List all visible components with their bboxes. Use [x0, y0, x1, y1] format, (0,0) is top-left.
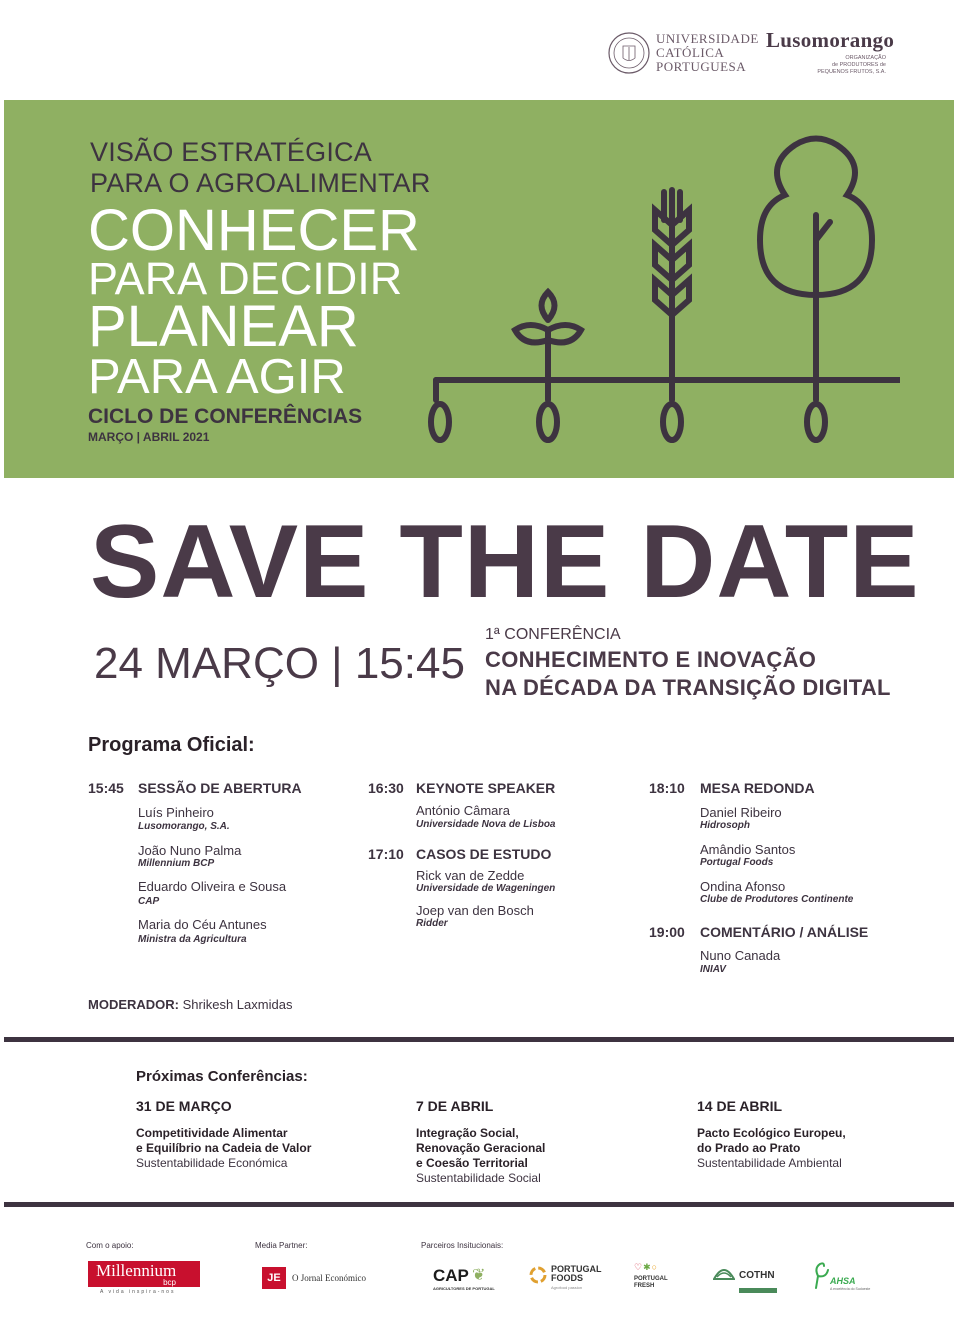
portugal-fresh-logo	[634, 1276, 668, 1290]
luso-sub-line: PEQUENOS FRUTOS, S.A.	[817, 69, 886, 75]
conference-title	[485, 646, 891, 702]
speaker-org: Portugal Foods	[700, 857, 774, 868]
vision-line: PARA O AGROALIMENTAR	[90, 168, 431, 198]
session-title: CASOS DE ESTUDO	[416, 846, 552, 862]
moderator	[88, 997, 292, 1012]
lusomorango-name: Lusomorango	[766, 28, 895, 52]
headline-conhecer: CONHECER	[88, 198, 420, 263]
conference-cycle-date: MARÇO | ABRIL 2021	[88, 430, 210, 444]
speaker-org: Ministra da Agricultura	[138, 934, 247, 945]
session-title: KEYNOTE SPEAKER	[416, 780, 556, 796]
next-conference-theme: Sustentabilidade Económica	[136, 1156, 288, 1170]
ucp-wordmark	[656, 32, 759, 74]
speaker-name: Rick van de Zedde	[416, 868, 525, 883]
cap-logo: CAP	[433, 1266, 469, 1285]
headline-planear: PLANEAR	[88, 294, 359, 359]
speaker-org: INIAV	[700, 964, 726, 975]
portugal-foods-icon	[529, 1266, 547, 1284]
lusomorango-logo	[766, 28, 906, 76]
headline-para-decidir: PARA DECIDIR	[88, 253, 403, 304]
speaker-org: Ridder	[416, 918, 448, 929]
next-conference-title: Integração Social,	[416, 1126, 519, 1140]
cothn-icon	[713, 1265, 735, 1283]
millennium-tagline: A vida inspira-nos	[100, 1289, 176, 1295]
speaker-name: Nuno Canada	[700, 948, 781, 963]
conference-cycle: CICLO DE CONFERÊNCIAS	[88, 405, 363, 428]
program-title: Programa Oficial:	[88, 734, 255, 756]
luso-sub-line: de PRODUTORES de	[831, 62, 886, 68]
session-time: 18:10	[649, 780, 685, 796]
ahsa-tagline: A excelência do Sudoeste	[830, 1287, 871, 1291]
speaker-name: Maria do Céu Antunes	[138, 917, 267, 932]
millennium-bcp-logo	[88, 1261, 200, 1287]
speaker-org: Universidade Nova de Lisboa	[416, 819, 556, 830]
pfresh-line: FRESH	[634, 1283, 655, 1289]
speaker-name: Amândio Santos	[700, 842, 796, 857]
millennium-name: Millennium	[96, 1261, 177, 1280]
event-date-time: 24 MARÇO | 15:45	[94, 639, 465, 688]
session-time: 15:45	[88, 780, 124, 796]
speaker-name: Ondina Afonso	[700, 879, 786, 894]
plants-illustration	[420, 130, 900, 450]
moderator-name: Shrikesh Laxmidas	[179, 997, 293, 1012]
next-conference-date: 31 DE MARÇO	[136, 1098, 232, 1114]
speaker-name: João Nuno Palma	[138, 843, 242, 858]
millennium-bcp: bcp	[163, 1278, 176, 1287]
speaker-name: Luís Pinheiro	[138, 805, 214, 820]
vision-heading	[90, 137, 431, 199]
next-conference-title: Competitividade Alimentar	[136, 1126, 288, 1140]
next-conference-date: 7 DE ABRIL	[416, 1098, 494, 1114]
session-title: COMENTÁRIO / ANÁLISE	[700, 924, 869, 940]
jornal-economico-name: O Jornal Económico	[292, 1273, 366, 1283]
session-time: 17:10	[368, 846, 404, 862]
next-conference-title: e Coesão Territorial	[416, 1156, 528, 1170]
portugal-fresh-icon: ♡✱○	[634, 1262, 659, 1272]
pfresh-line: PORTUGAL	[634, 1276, 668, 1282]
next-conference-date: 14 DE ABRIL	[697, 1098, 783, 1114]
next-conference-theme: Sustentabilidade Social	[416, 1171, 541, 1185]
divider	[4, 1037, 954, 1042]
session-time: 19:00	[649, 924, 685, 940]
support-label: Com o apoio:	[86, 1241, 134, 1250]
next-conference-theme: Sustentabilidade Ambiental	[697, 1156, 842, 1170]
speaker-org: CAP	[138, 896, 160, 907]
speaker-org: Hidrosoph	[700, 820, 750, 831]
next-conference-title: do Prado ao Prato	[697, 1141, 801, 1155]
moderator-label: MODERADOR:	[88, 997, 179, 1012]
speaker-org: Millennium BCP	[138, 858, 215, 869]
ucp-seal-logo	[608, 32, 650, 74]
next-conference-title: e Equilíbrio na Cadeia de Valor	[136, 1141, 312, 1155]
headline-para-agir: PARA AGIR	[88, 350, 346, 404]
pf-line: PORTUGAL	[551, 1264, 602, 1274]
ucp-line: UNIVERSIDADE	[656, 31, 759, 46]
portugal-foods-logo	[551, 1265, 602, 1283]
conference-title-line: CONHECIMENTO E INOVAÇÃO	[485, 647, 817, 672]
cap-subtitle: AGRICULTORES DE PORTUGAL	[433, 1286, 495, 1291]
next-conference-item	[416, 1098, 545, 1186]
leaf-icon: ❦	[472, 1267, 486, 1284]
conference-number: 1ª CONFERÊNCIA	[485, 626, 621, 643]
session-title: MESA REDONDA	[700, 780, 815, 796]
bird-icon	[810, 1260, 832, 1290]
cothn-logo: COTHN	[739, 1270, 775, 1281]
luso-sub-line: ORGANIZAÇÃO	[845, 55, 886, 61]
next-conference-item	[697, 1098, 846, 1171]
speaker-org: Clube de Produtores Continente	[700, 894, 854, 905]
portugal-foods-tagline: Agrofood passion	[551, 1285, 583, 1290]
speaker-org: Universidade de Wageningen	[416, 883, 556, 894]
speaker-org: Lusomorango, S.A.	[138, 821, 230, 832]
lusomorango-subtitle	[766, 55, 886, 76]
speaker-name: Eduardo Oliveira e Sousa	[138, 879, 287, 894]
media-partner-label: Media Partner:	[255, 1241, 308, 1250]
speaker-name: Joep van den Bosch	[416, 903, 534, 918]
next-conference-title: Renovação Geracional	[416, 1141, 546, 1155]
vision-line: VISÃO ESTRATÉGICA	[90, 137, 372, 167]
conference-title-line: NA DÉCADA DA TRANSIÇÃO DIGITAL	[485, 675, 891, 700]
next-conference-item	[136, 1098, 311, 1171]
ucp-line: PORTUGUESA	[656, 59, 747, 74]
divider	[4, 1202, 954, 1207]
next-conferences-title: Próximas Conferências:	[136, 1068, 308, 1085]
pf-line: FOODS	[551, 1273, 584, 1283]
ucp-line: CATÓLICA	[656, 45, 725, 60]
session-title: SESSÃO DE ABERTURA	[138, 780, 302, 796]
next-conference-title: Pacto Ecológico Europeu,	[697, 1126, 846, 1140]
speaker-name: António Câmara	[416, 803, 510, 818]
jornal-economico-mark: JE	[262, 1267, 286, 1289]
ahsa-logo: AHSA	[830, 1276, 856, 1286]
save-the-date-heading: SAVE THE DATE	[90, 504, 920, 620]
session-time: 16:30	[368, 780, 404, 796]
speaker-name: Daniel Ribeiro	[700, 805, 782, 820]
cothn-bar	[739, 1288, 777, 1293]
partners-label: Parceiros Insitucionais:	[421, 1241, 504, 1250]
